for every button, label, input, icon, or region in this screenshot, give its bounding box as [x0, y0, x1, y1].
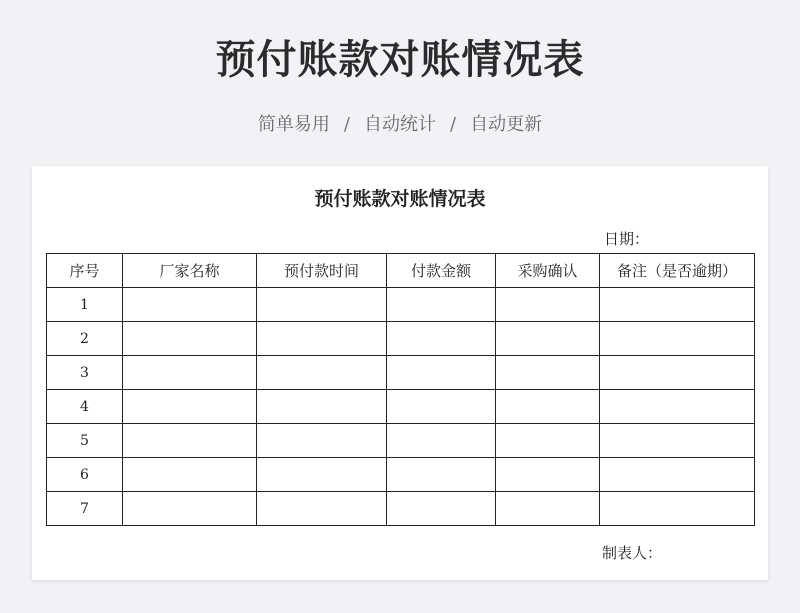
table-cell[interactable] — [600, 458, 755, 492]
feature-easy: 简单易用 — [257, 114, 330, 135]
sheet-title: 预付账款对账情况表 — [314, 188, 486, 210]
row-index-cell: 7 — [47, 492, 123, 526]
table-cell[interactable] — [600, 356, 755, 390]
table-cell[interactable] — [600, 322, 755, 356]
table-cell[interactable] — [496, 492, 600, 526]
column-header-index: 序号 — [47, 254, 123, 288]
table-cell[interactable] — [600, 288, 755, 322]
table-cell[interactable] — [123, 492, 257, 526]
table-cell[interactable] — [123, 356, 257, 390]
table-cell[interactable] — [257, 424, 387, 458]
date-label: 日期： — [604, 230, 650, 248]
row-index-cell: 3 — [47, 356, 123, 390]
table-cell[interactable] — [496, 424, 600, 458]
table-row — [47, 390, 755, 424]
column-header-amount: 付款金额 — [387, 254, 496, 288]
table-cell[interactable] — [123, 322, 257, 356]
row-index-cell: 1 — [47, 288, 123, 322]
row-index-cell: 4 — [47, 390, 123, 424]
table-cell[interactable] — [496, 390, 600, 424]
table-cell[interactable] — [257, 356, 387, 390]
table-cell[interactable] — [257, 390, 387, 424]
table-row — [47, 458, 755, 492]
table-cell[interactable] — [600, 390, 755, 424]
table-cell[interactable] — [496, 458, 600, 492]
table-cell[interactable] — [257, 458, 387, 492]
table-row — [47, 288, 755, 322]
row-index-cell: 2 — [47, 322, 123, 356]
document-sheet — [32, 166, 768, 580]
table-row — [47, 356, 755, 390]
table-body — [47, 288, 755, 526]
table-cell[interactable] — [496, 322, 600, 356]
table-cell[interactable] — [123, 424, 257, 458]
separator: / — [450, 114, 457, 135]
column-header-prepay-time: 预付款时间 — [257, 254, 387, 288]
table-cell[interactable] — [496, 288, 600, 322]
reconciliation-table — [46, 253, 755, 526]
signer-label: 制表人： — [602, 544, 663, 562]
column-header-remarks: 备注（是否逾期） — [600, 254, 755, 288]
table-cell[interactable] — [123, 288, 257, 322]
banner-subtitle — [0, 112, 800, 138]
feature-auto-stats: 自动统计 — [364, 114, 436, 135]
table-cell[interactable] — [387, 492, 496, 526]
table-row — [47, 322, 755, 356]
row-index-cell: 5 — [47, 424, 123, 458]
table-cell[interactable] — [496, 356, 600, 390]
separator: / — [343, 114, 350, 135]
table-row — [47, 492, 755, 526]
column-header-purchase-confirm: 采购确认 — [496, 254, 600, 288]
banner-title: 预付账款对账情况表 — [215, 37, 585, 83]
row-index-cell: 6 — [47, 458, 123, 492]
table-cell[interactable] — [123, 390, 257, 424]
table-cell[interactable] — [387, 390, 496, 424]
table-cell[interactable] — [387, 288, 496, 322]
table-cell[interactable] — [257, 492, 387, 526]
table-cell[interactable] — [387, 356, 496, 390]
table-cell[interactable] — [387, 322, 496, 356]
table-cell[interactable] — [600, 492, 755, 526]
feature-auto-update: 自动更新 — [470, 114, 543, 135]
table-cell[interactable] — [600, 424, 755, 458]
table-cell[interactable] — [123, 458, 257, 492]
table-cell[interactable] — [387, 458, 496, 492]
table-cell[interactable] — [257, 322, 387, 356]
table-cell[interactable] — [387, 424, 496, 458]
table-header-row — [47, 254, 755, 288]
table-row — [47, 424, 755, 458]
column-header-vendor: 厂家名称 — [123, 254, 257, 288]
table-cell[interactable] — [257, 288, 387, 322]
